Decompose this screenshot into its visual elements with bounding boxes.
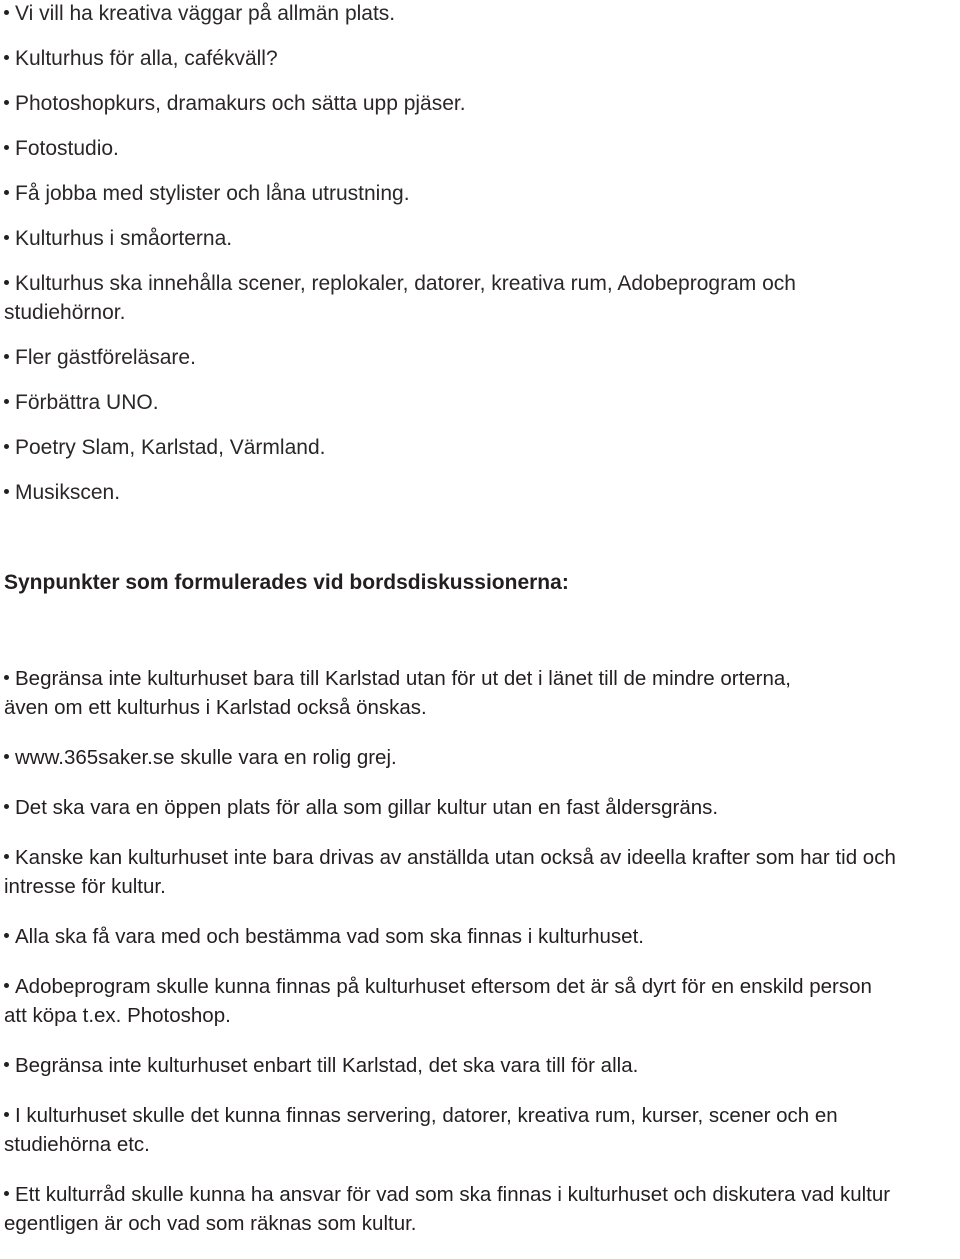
list-item-text: Vi vill ha kreativa väggar på allmän plats. — [15, 2, 396, 25]
list-item — [4, 743, 956, 772]
bullet-icon — [4, 190, 9, 195]
list-item — [4, 1101, 884, 1159]
list-item-text: Fler gästföreläsare. — [15, 346, 196, 369]
list-item-text: Förbättra UNO. — [15, 391, 159, 414]
list-item-text: Alla ska få vara med och bestämma vad som ska finnas i kulturhuset. — [15, 925, 644, 948]
bullet-icon — [4, 235, 9, 240]
list-item-text: Kulturhus ska innehålla scener, replokaler, datorer, kreativa rum, Adobeprogram och studiehörnor. — [4, 272, 796, 324]
list-item — [4, 433, 824, 462]
list-item — [4, 134, 824, 163]
discussion-points-list — [4, 664, 956, 1259]
suggestions-list — [4, 0, 824, 523]
bullet-icon — [4, 983, 9, 988]
bullet-icon — [4, 754, 9, 759]
list-item — [4, 922, 956, 951]
list-item — [4, 269, 824, 327]
bullet-icon — [4, 399, 9, 404]
list-item — [4, 89, 824, 118]
bullet-icon — [4, 1062, 9, 1067]
list-item — [4, 972, 894, 1030]
bullet-icon — [4, 145, 9, 150]
list-item — [4, 843, 956, 901]
list-item-text: Musikscen. — [15, 481, 121, 504]
list-item-text: Kulturhus för alla, cafékväll? — [15, 47, 278, 70]
bullet-icon — [4, 444, 9, 449]
list-item-text: Få jobba med stylister och låna utrustning. — [15, 182, 410, 205]
bullet-icon — [4, 55, 9, 60]
list-item-text: Photoshopkurs, dramakurs och sätta upp pjäser. — [15, 92, 466, 115]
list-item-text: www.365saker.se skulle vara en rolig grej. — [15, 746, 397, 769]
list-item — [4, 0, 824, 28]
list-item — [4, 44, 824, 73]
bullet-icon — [4, 804, 9, 809]
list-item — [4, 179, 824, 208]
list-item-text: Begränsa inte kulturhuset enbart till Karlstad, det ska vara till för alla. — [15, 1054, 639, 1077]
bullet-icon — [4, 489, 9, 494]
list-item-text: Poetry Slam, Karlstad, Värmland. — [15, 436, 326, 459]
bullet-icon — [4, 10, 9, 15]
bullet-icon — [4, 933, 9, 938]
list-item — [4, 343, 824, 372]
list-item-text: Adobeprogram skulle kunna finnas på kulturhuset eftersom det är så dyrt för en enskild person att köpa t.ex. Photoshop. — [4, 975, 872, 1027]
list-item — [4, 388, 824, 417]
bullet-icon — [4, 675, 9, 680]
bullet-icon — [4, 854, 9, 859]
bullet-icon — [4, 100, 9, 105]
list-item-text: Ett kulturråd skulle kunna ha ansvar för vad som ska finnas i kulturhuset och diskutera vad kultur egentligen är och vad som räknas som kultur. — [4, 1183, 891, 1235]
list-item-text: Fotostudio. — [15, 137, 119, 160]
list-item-text: Kulturhus i småorterna. — [15, 227, 233, 250]
list-item — [4, 1180, 956, 1238]
list-item-text: Begränsa inte kulturhuset bara till Karlstad utan för ut det i länet till de mindre orterna, även om ett kulturhus i Karlstad också önskas. — [4, 667, 792, 719]
section-heading: Synpunkter som formulerades vid bordsdiskussionerna: — [4, 571, 569, 594]
list-item — [4, 1051, 956, 1080]
bullet-icon — [4, 354, 9, 359]
bullet-icon — [4, 1191, 9, 1196]
list-item — [4, 664, 804, 722]
list-item-text: Kanske kan kulturhuset inte bara drivas av anställda utan också av ideella krafter som har tid och intresse för kultur. — [4, 846, 896, 898]
bullet-icon — [4, 280, 9, 285]
list-item-text: I kulturhuset skulle det kunna finnas servering, datorer, kreativa rum, kurser, scener och en studiehörna etc. — [4, 1104, 838, 1156]
list-item-text: Det ska vara en öppen plats för alla som gillar kultur utan en fast åldersgräns. — [15, 796, 719, 819]
list-item — [4, 224, 824, 253]
bullet-icon — [4, 1112, 9, 1117]
list-item — [4, 478, 824, 507]
list-item — [4, 793, 956, 822]
